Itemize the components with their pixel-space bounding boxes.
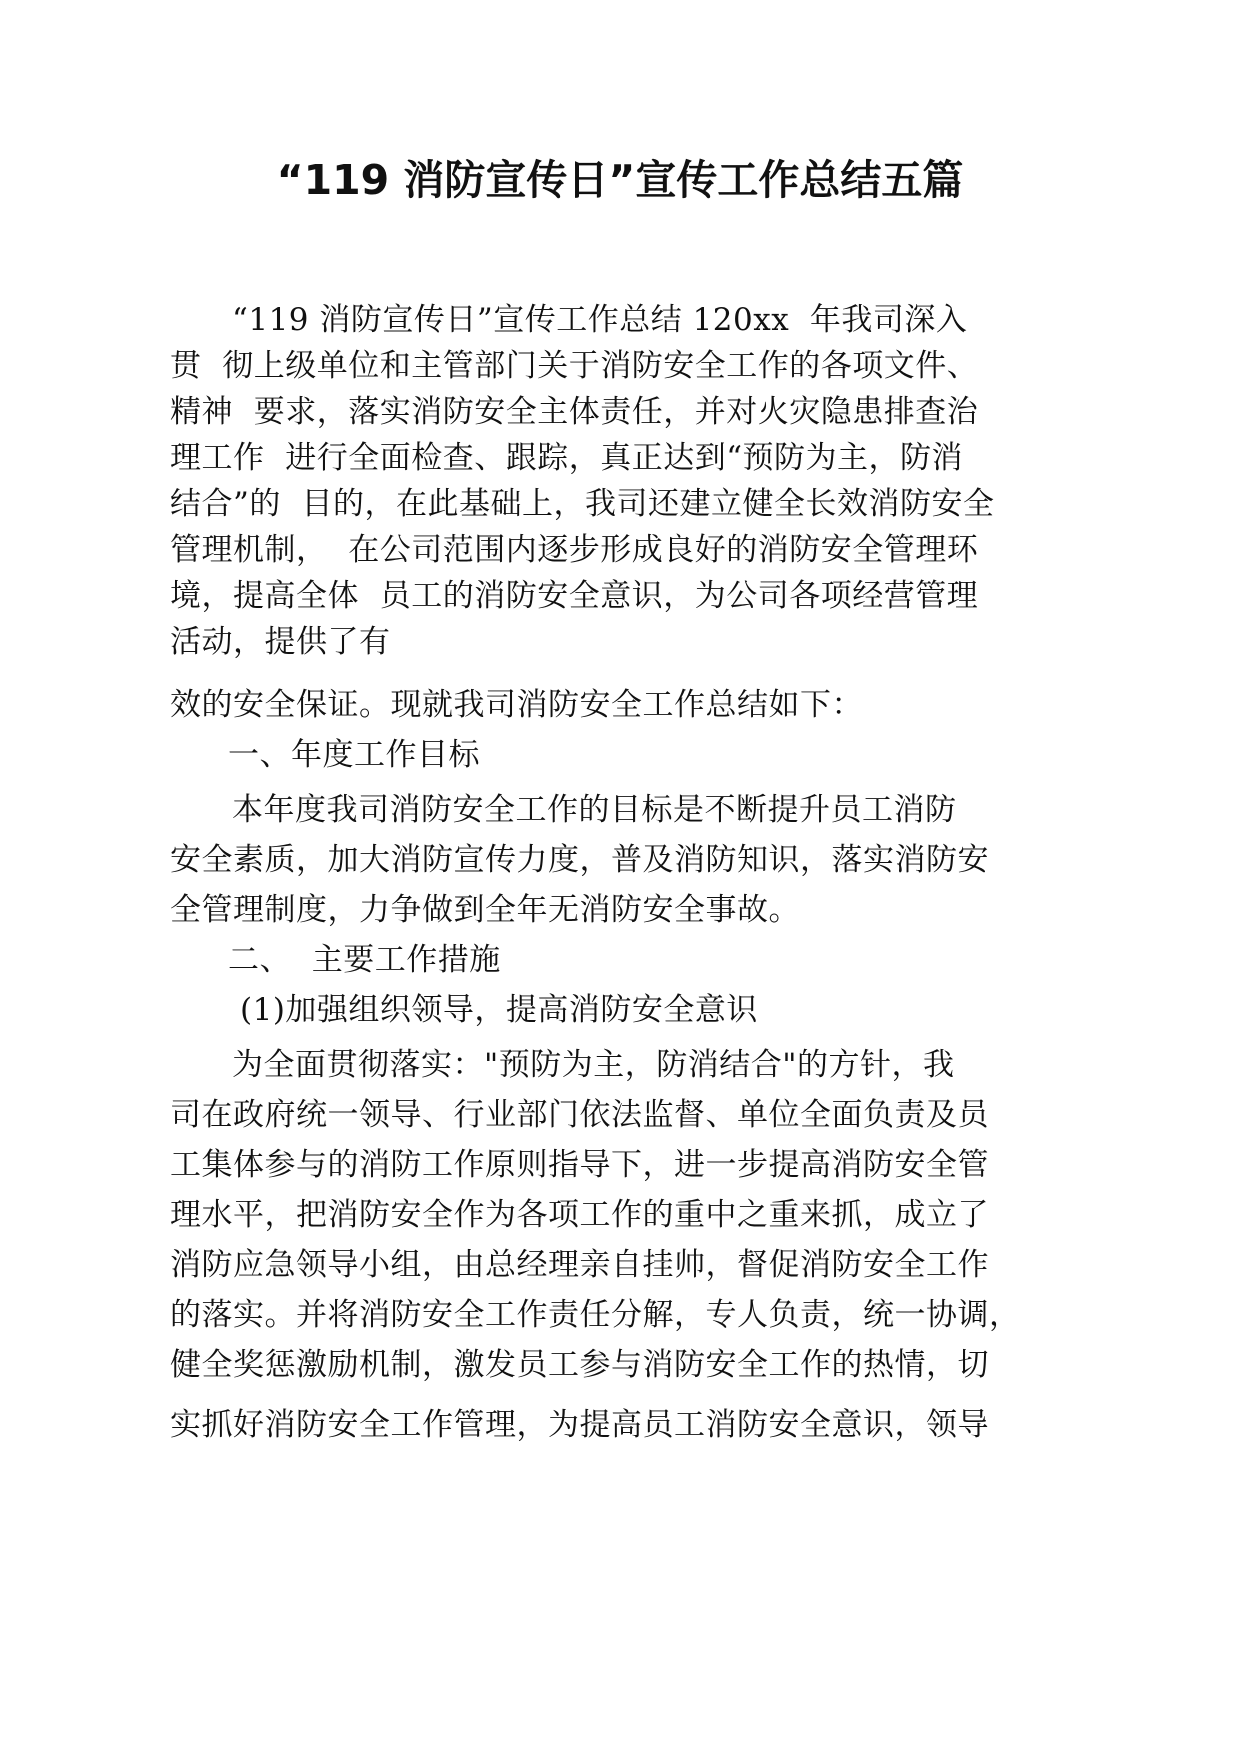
paragraph-line: 的落实。并将消防安全工作责任分解，专人负责，统一协调，: [170, 1297, 1021, 1333]
paragraph-line: 贯 彻上级单位和主管部门关于消防安全工作的各项文件、: [170, 348, 979, 384]
paragraph-line: 效的安全保证。现就我司消防安全工作总结如下：: [170, 687, 863, 723]
paragraph-line: 境，提高全体 员工的消防安全意识，为公司各项经营管理: [170, 578, 979, 614]
subsection-heading: (1)加强组织领导，提高消防安全意识: [240, 992, 758, 1028]
document-title: “119 消防宣传日”宣传工作总结五篇: [276, 156, 964, 204]
paragraph-line: 管理机制， 在公司范围内逐步形成良好的消防安全管理环: [170, 532, 979, 568]
paragraph-line: 司在政府统一领导、行业部门依法监督、单位全面负责及员: [170, 1097, 989, 1133]
section-heading: 二、 主要工作措施: [228, 942, 501, 978]
paragraph-line: 全管理制度，力争做到全年无消防安全事故。: [170, 892, 800, 928]
paragraph-line: 精神 要求，落实消防安全主体责任，并对火灾隐患排查治: [170, 394, 979, 430]
paragraph-line: 本年度我司消防安全工作的目标是不断提升员工消防: [232, 792, 957, 828]
paragraph-line: 结合”的 目的，在此基础上，我司还建立健全长效消防安全: [170, 486, 995, 522]
paragraph-line: 理水平，把消防安全作为各项工作的重中之重来抓，成立了: [170, 1197, 989, 1233]
section-heading: 一、年度工作目标: [228, 737, 480, 773]
paragraph-line: 工集体参与的消防工作原则指导下，进一步提高消防安全管: [170, 1147, 989, 1183]
paragraph-line: 为全面贯彻落实："预防为主，防消结合"的方针，我: [232, 1047, 955, 1083]
paragraph-line: 理工作 进行全面检查、跟踪，真正达到“预防为主，防消: [170, 440, 964, 476]
paragraph-line: 活动，提供了有: [170, 624, 391, 660]
paragraph-line: 消防应急领导小组，由总经理亲自挂帅，督促消防安全工作: [170, 1247, 989, 1283]
paragraph-line: 安全素质，加大消防宣传力度，普及消防知识，落实消防安: [170, 842, 989, 878]
paragraph-line: “119 消防宣传日”宣传工作总结 120xx 年我司深入: [232, 302, 968, 338]
paragraph-line: 健全奖惩激励机制，激发员工参与消防安全工作的热情，切: [170, 1347, 989, 1383]
paragraph-line: 实抓好消防安全工作管理，为提高员工消防安全意识，领导: [170, 1407, 989, 1443]
